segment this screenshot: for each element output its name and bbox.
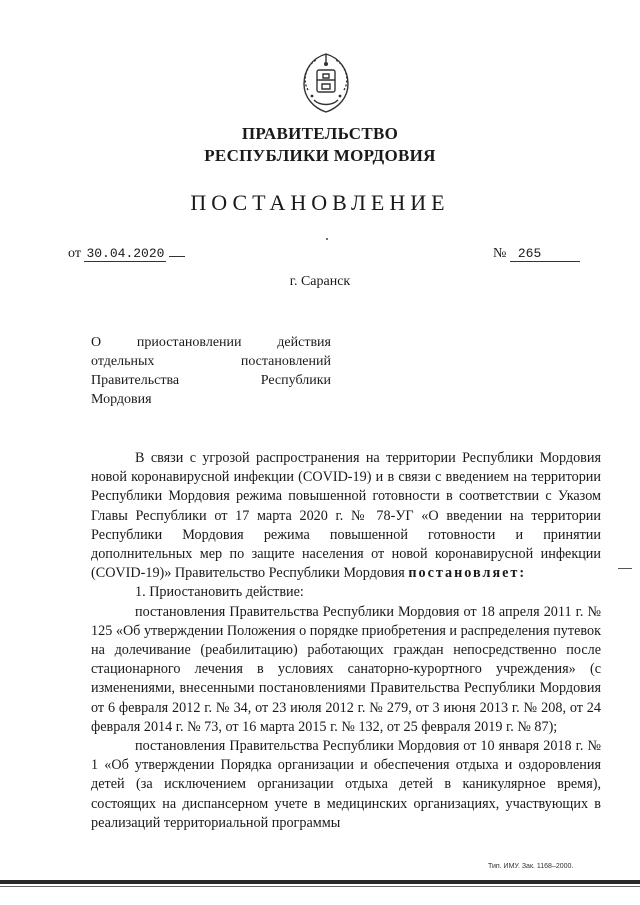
subject-line: Правительства Республики xyxy=(91,373,331,388)
paragraph-text: В связи с угрозой распространения на территории Республики Мордовия новой коронавирусной инфекции (COVID-19) и в связи с введением на территории Республики Мордовия режима повышенной готовности в соответствии с Указом Главы Республики от 17 марта 2020 г. № 78-УГ «О введении на территории Республики Мордовия режима повышенной готовности и принятии дополнительных мер по защите населения от новой коронавирусной инфекции (COVID-19)» Правительство Республики Мордовия xyxy=(91,450,601,582)
org-name-line2: РЕСПУБЛИКИ МОРДОВИЯ xyxy=(204,146,436,165)
body-paragraph xyxy=(91,449,601,583)
body-paragraph: 1. Приостановить действие: xyxy=(135,584,304,601)
number-field xyxy=(493,246,580,262)
date-value: 30.04.2020 xyxy=(86,246,165,261)
city: г. Саранск xyxy=(289,274,351,289)
subject-line: О приостановлении действия xyxy=(91,335,331,350)
org-name-line1: ПРАВИТЕЛЬСТВО xyxy=(241,124,399,143)
scan-edge-bar xyxy=(0,880,640,884)
body-paragraph: постановления Правительства Республики Мордовия от 10 января 2018 г. № 1 «Об утверждении Порядка организации и обеспечения отдыха и оздоровления детей (за исключением организации отдыха детей в каникулярное время), состоящих на диспансерном учете в медицинских организациях, участвующих в реализаций территориальной программы xyxy=(91,738,601,831)
emphasis-word: постановляет: xyxy=(408,565,527,582)
document-type-title: ПОСТАНОВЛЕНИЕ xyxy=(190,190,450,215)
subject-line: Мордовия xyxy=(91,392,152,407)
ink-dot xyxy=(326,238,328,240)
margin-mark xyxy=(618,568,632,569)
body-paragraph: постановления Правительства Республики Мордовия от 18 апреля 2011 г. № 125 «Об утверждении Положения о порядке приобретения и распределения путевок на долечивание (реабилитацию) работающих граждан непосредственно после стационарного лечения в условиях санаторно-курортного учреждения» (с изменениями, внесенными постановлениями Правительства Республики Мордовия от 6 февраля 2012 г. № 34, от 23 июля 2012 г. № 279, от 3 июня 2013 г. № 208, от 24 февраля 2014 г. № 73, от 16 марта 2015 г. № 132, от 25 февраля 2019 г. № 87); xyxy=(91,603,601,735)
coat-of-arms-emblem xyxy=(298,50,354,116)
date-prefix: от xyxy=(68,246,81,261)
document-subject xyxy=(91,333,331,409)
scan-edge-line xyxy=(0,886,640,887)
number-prefix: № xyxy=(493,246,507,261)
subject-line: отдельных постановлений xyxy=(91,354,331,369)
number-value: 265 xyxy=(510,246,580,262)
document-body xyxy=(91,449,601,833)
date-underline xyxy=(169,256,185,257)
date-field xyxy=(68,246,185,262)
printer-mark: Тип. ИМУ. Зак. 1168–2000. xyxy=(488,863,574,870)
